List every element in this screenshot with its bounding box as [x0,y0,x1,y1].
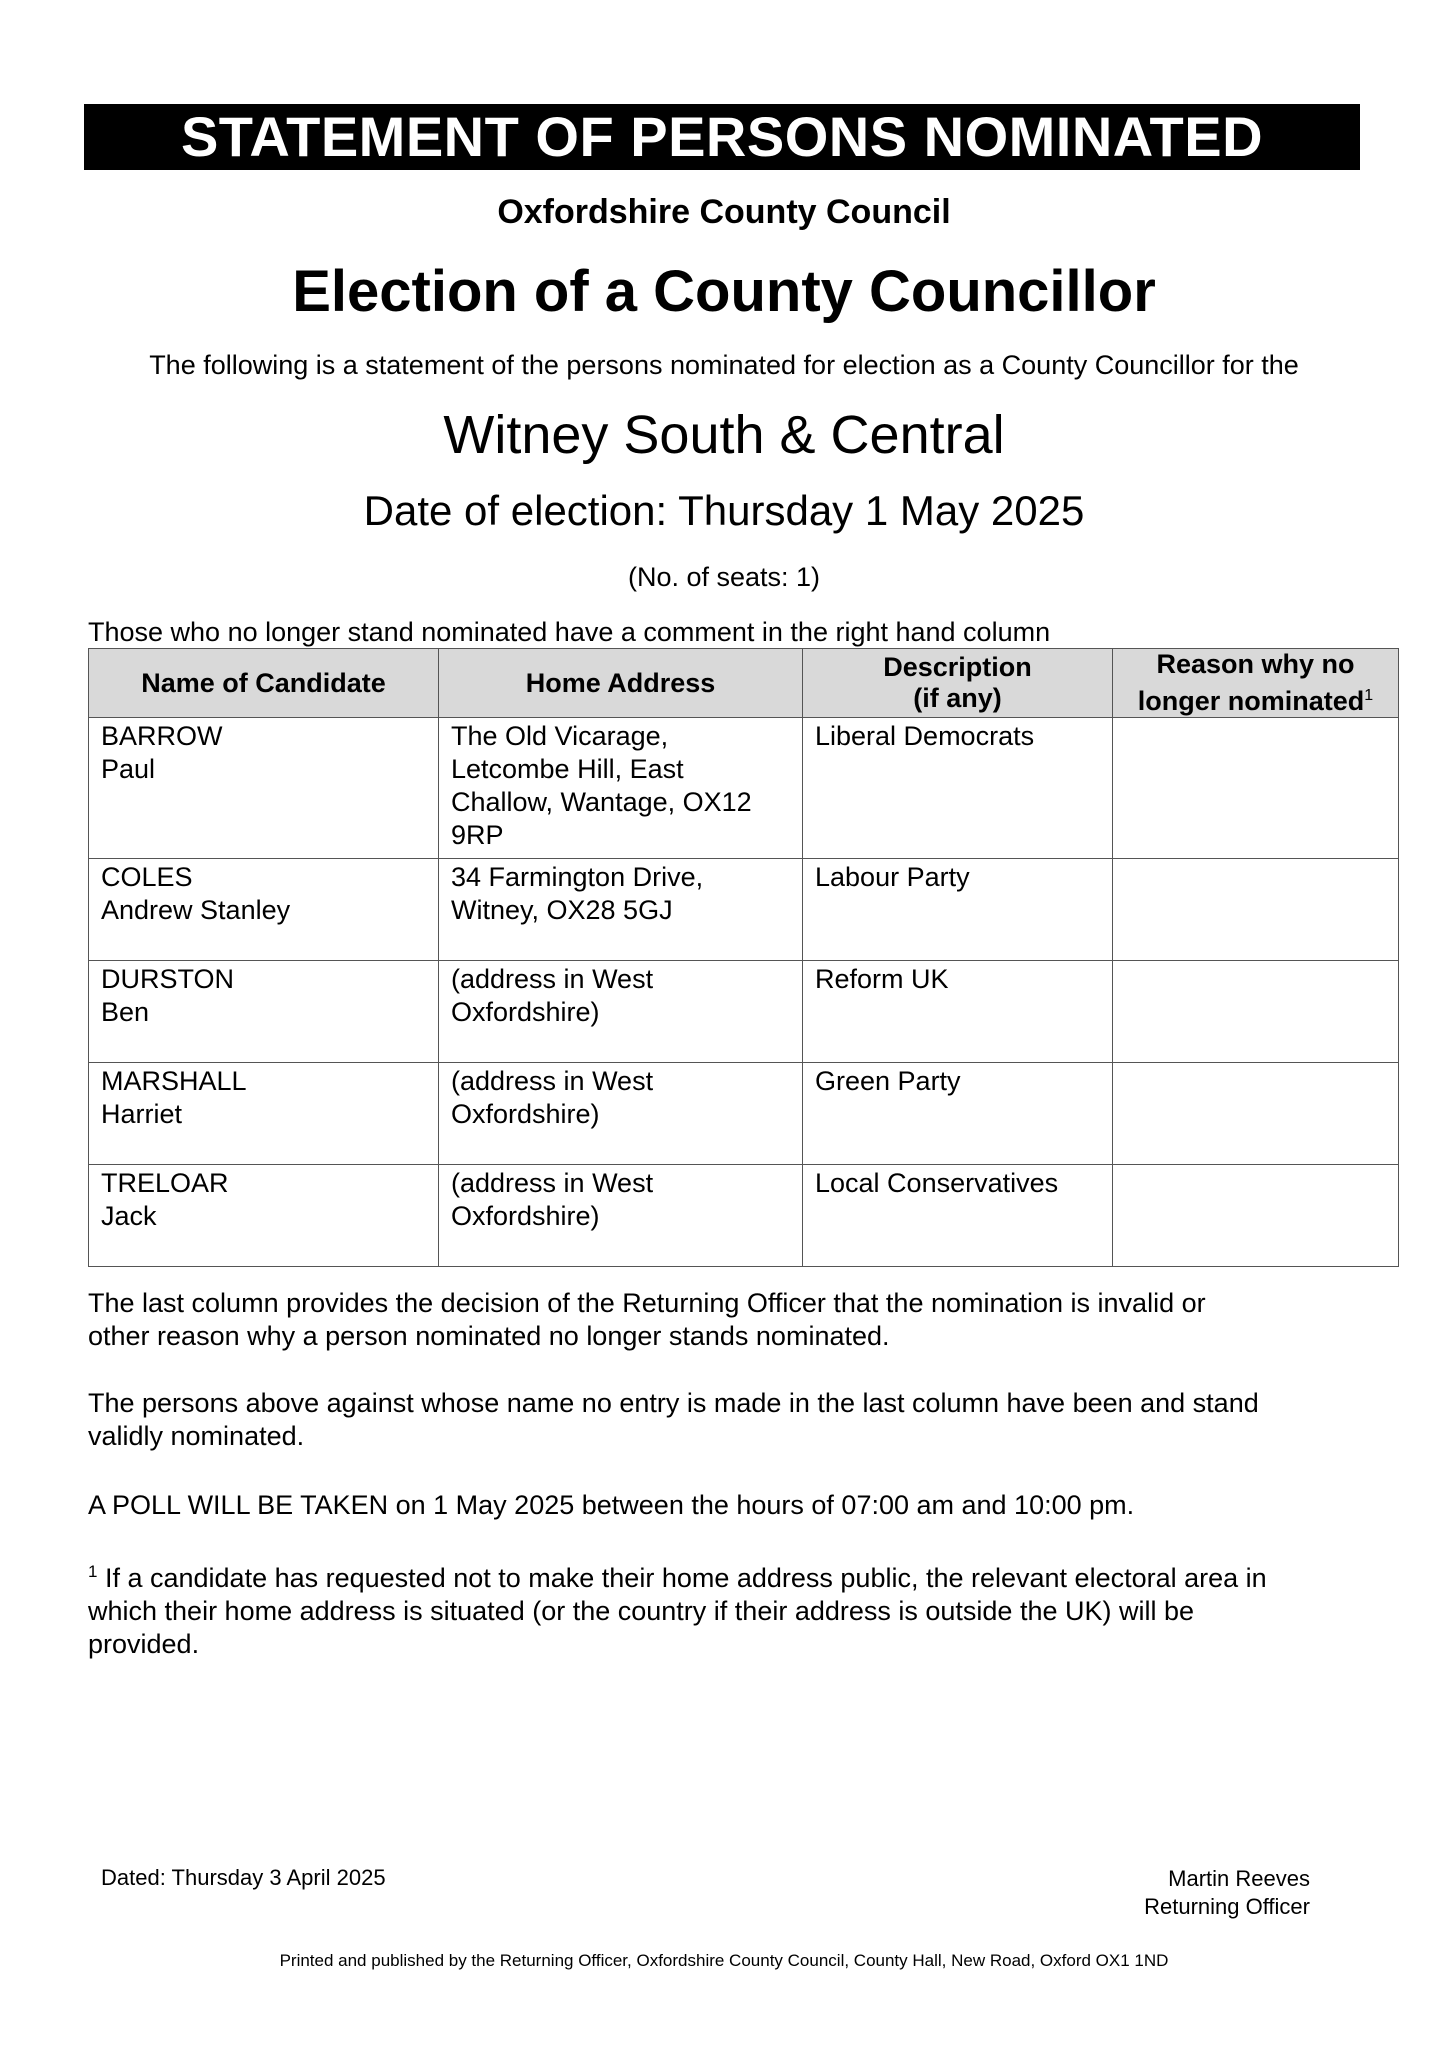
candidate-name-cell [89,859,439,961]
table-row [89,718,1399,859]
candidate-surname: DURSTON [101,964,235,994]
table-note: Those who no longer stand nominated have a comment in the right hand column [88,617,1051,647]
council-name: Oxfordshire County Council [497,193,951,231]
candidate-description: Labour Party [803,859,1113,961]
paragraph-line: which their home address is situated (or the country if their address is outside the UK) will be [88,1596,1195,1626]
officer-title: Returning Officer [1144,1894,1310,1919]
candidate-reason [1113,718,1399,859]
header-reason-line2: longer nominated [1137,686,1365,716]
statement-banner: STATEMENT OF PERSONS NOMINATED [84,104,1360,170]
address-line: Oxfordshire) [451,1201,600,1231]
address-line: Oxfordshire) [451,1099,600,1129]
paragraph-line: The persons above against whose name no entry is made in the last column have been and stand [88,1388,1259,1418]
candidate-address-cell [439,859,803,961]
paragraph-line: The last column provides the decision of the Returning Officer that the nomination is invalid or [88,1288,1206,1318]
address-line: Letcombe Hill, East [451,754,684,784]
returning-officer-decision-paragraph [88,1287,1378,1353]
candidate-name-cell [89,718,439,859]
address-line: 34 Farmington Drive, [451,862,704,892]
candidate-reason [1113,859,1399,961]
header-description [803,649,1113,718]
header-description-line2: (if any) [913,683,1002,713]
candidate-name-cell [89,1165,439,1267]
candidate-name-cell [89,1063,439,1165]
imprint: Printed and published by the Returning Officer, Oxfordshire County Council, County Hall, New Road, Oxford OX1 1ND [279,1951,1169,1970]
intro-text: The following is a statement of the persons nominated for election as a County Councillor for the [149,350,1299,380]
paragraph-line: other reason why a person nominated no longer stands nominated. [88,1321,890,1351]
paragraph-line: If a candidate has requested not to make their home address public, the relevant electoral area in [97,1563,1267,1593]
address-line: Witney, OX28 5GJ [451,895,673,925]
candidate-forenames: Andrew Stanley [101,895,291,925]
candidate-description: Local Conservatives [803,1165,1113,1267]
address-line: The Old Vicarage, [451,721,669,751]
candidate-forenames: Harriet [101,1099,183,1129]
header-name: Name of Candidate [89,649,439,718]
table-header-row [89,649,1399,718]
validly-nominated-paragraph [88,1387,1378,1453]
candidate-surname: MARSHALL [101,1066,247,1096]
header-description-line1: Description [883,652,1032,682]
address-line: (address in West [451,964,654,994]
address-line: Oxfordshire) [451,997,600,1027]
candidate-surname: BARROW [101,721,223,751]
address-line: Challow, Wantage, OX12 [451,787,752,817]
footnote-mark: 1 [88,1562,98,1581]
officer-name: Martin Reeves [1168,1866,1310,1891]
address-line: (address in West [451,1168,654,1198]
paragraph-line: validly nominated. [88,1421,305,1451]
address-line: (address in West [451,1066,654,1096]
table-row [89,1165,1399,1267]
candidate-reason [1113,1165,1399,1267]
date-of-election: Date of election: Thursday 1 May 2025 [363,487,1085,534]
table-row [89,961,1399,1063]
table-row [89,859,1399,961]
candidate-forenames: Ben [101,997,150,1027]
candidate-reason [1113,1063,1399,1165]
address-line: 9RP [451,820,504,850]
poll-notice: A POLL WILL BE TAKEN on 1 May 2025 between the hours of 07:00 am and 10:00 pm. [88,1490,1135,1520]
candidate-address-cell [439,1063,803,1165]
returning-officer-signature [1144,1865,1310,1921]
table-row [89,1063,1399,1165]
paragraph-line: provided. [88,1629,200,1659]
header-address: Home Address [439,649,803,718]
candidate-forenames: Paul [101,754,156,784]
election-title: Election of a County Councillor [292,259,1156,324]
candidate-address-cell [439,718,803,859]
header-reason-line1: Reason why no [1156,649,1355,679]
candidate-reason [1113,961,1399,1063]
candidate-forenames: Jack [101,1201,157,1231]
candidate-surname: TRELOAR [101,1168,229,1198]
header-reason-footnote: 1 [1364,687,1374,704]
number-of-seats: (No. of seats: 1) [627,562,821,592]
division-name: Witney South & Central [443,405,1005,465]
dated-line: Dated: Thursday 3 April 2025 [101,1865,386,1890]
candidates-table [88,648,1399,1267]
candidate-address-cell [439,961,803,1063]
header-reason [1113,649,1399,718]
candidate-description: Green Party [803,1063,1113,1165]
candidate-address-cell [439,1165,803,1267]
footnote-paragraph [88,1555,1378,1661]
candidate-description: Liberal Democrats [803,718,1113,859]
candidate-description: Reform UK [803,961,1113,1063]
candidate-surname: COLES [101,862,193,892]
candidate-name-cell [89,961,439,1063]
